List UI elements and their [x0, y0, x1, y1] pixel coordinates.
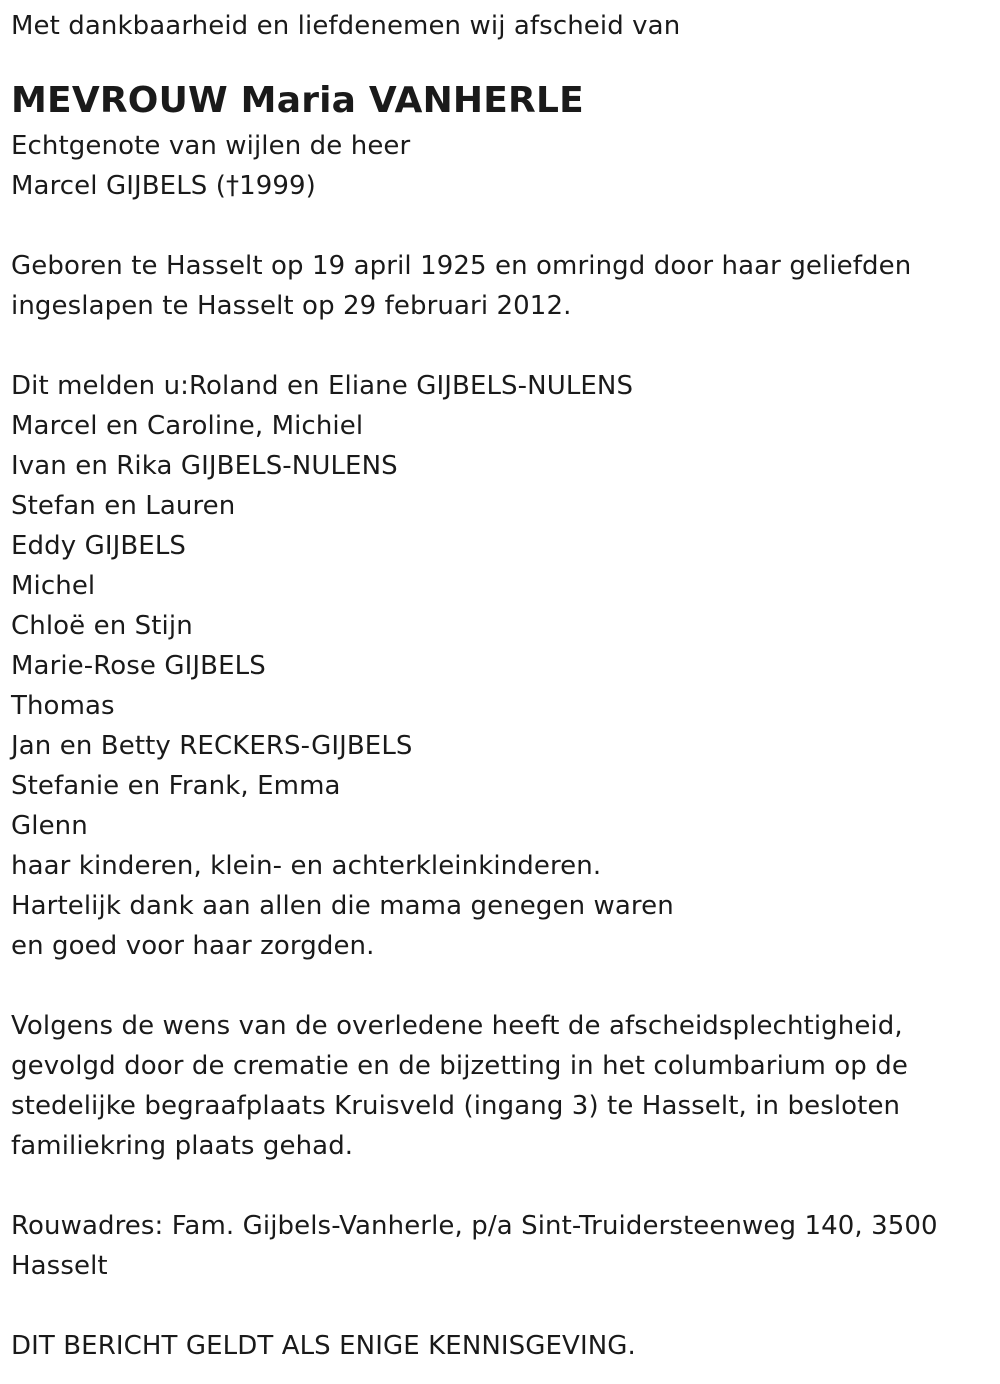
ceremony-line: gevolgd door de crematie en de bijzetting in het columbarium op de: [11, 1051, 908, 1081]
ceremony-line: Volgens de wens van de overledene heeft de afscheidsplechtigheid,: [11, 1011, 903, 1041]
announcer-line: Marie-Rose GIJBELS: [11, 651, 266, 681]
spacer: [11, 966, 991, 1006]
deceased-name: MEVROUW Maria VANHERLE: [11, 80, 584, 121]
announcer-line: Stefanie en Frank, Emma: [11, 771, 341, 801]
announcer-line: Glenn: [11, 811, 88, 841]
announcer-line: Thomas: [11, 691, 115, 721]
birth-death-line: Geboren te Hasselt op 19 april 1925 en omringd door haar geliefden: [11, 251, 912, 281]
announcer-line: Marcel en Caroline, Michiel: [11, 411, 364, 441]
announcer-line: Hartelijk dank aan allen die mama genegen waren: [11, 891, 674, 921]
ceremony-line: familiekring plaats gehad.: [11, 1131, 354, 1161]
address-line: Hasselt: [11, 1251, 108, 1281]
address-section: [11, 1206, 991, 1286]
announcer-line: Jan en Betty RECKERS-GIJBELS: [11, 731, 413, 761]
obituary-notice: [11, 6, 991, 1366]
spacer: [11, 46, 991, 76]
spacer: [11, 1286, 991, 1326]
announcer-line: Stefan en Lauren: [11, 491, 236, 521]
spacer: [11, 206, 991, 246]
birth-death-section: [11, 246, 991, 326]
announcer-line: Dit melden u:Roland en Eliane GIJBELS-NULENS: [11, 371, 634, 401]
closing-notice: DIT BERICHT GELDT ALS ENIGE KENNISGEVING.: [11, 1331, 636, 1361]
ceremony-line: stedelijke begraafplaats Kruisveld (ingang 3) te Hasselt, in besloten: [11, 1091, 901, 1121]
spouse-line-1: Echtgenote van wijlen de heer: [11, 131, 411, 161]
announcer-line: Eddy GIJBELS: [11, 531, 187, 561]
spacer: [11, 1166, 991, 1206]
announcer-line: Ivan en Rika GIJBELS-NULENS: [11, 451, 398, 481]
spouse-line-2: Marcel GIJBELS (†1999): [11, 171, 316, 201]
address-line: Rouwadres: Fam. Gijbels-Vanherle, p/a Sint-Truidersteenweg 140, 3500: [11, 1211, 938, 1241]
announcer-line: en goed voor haar zorgden.: [11, 931, 375, 961]
announcers-section: [11, 366, 991, 966]
spacer: [11, 326, 991, 366]
intro-text: Met dankbaarheid en liefdenemen wij afscheid van: [11, 11, 681, 41]
birth-death-line: ingeslapen te Hasselt op 29 februari 2012.: [11, 291, 572, 321]
announcer-line: Chloë en Stijn: [11, 611, 193, 641]
announcer-line: haar kinderen, klein- en achterkleinkinderen.: [11, 851, 602, 881]
ceremony-section: [11, 1006, 991, 1166]
announcer-line: Michel: [11, 571, 96, 601]
